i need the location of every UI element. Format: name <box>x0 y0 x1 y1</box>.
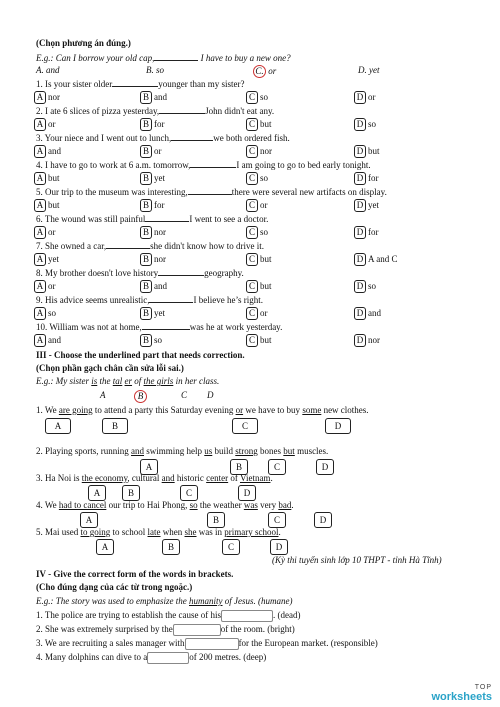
s4-q3-input[interactable] <box>185 638 239 650</box>
option-letter-box[interactable]: A <box>34 253 46 266</box>
section4-title: IV - Give the correct form of the words in brackets. <box>36 569 234 579</box>
section3-title: III - Choose the underlined part that needs correction. <box>36 350 245 360</box>
question-tail: I believe he’s right. <box>193 295 263 305</box>
s4-item-2: 2. She was extremely surprised by the of the room. (bright) <box>36 624 295 635</box>
q9-option-b[interactable] <box>140 307 165 320</box>
ex-letter-c: C <box>181 390 188 400</box>
question-tail: younger than my sister? <box>158 79 245 89</box>
s3-q2-option-a[interactable]: A <box>140 459 158 475</box>
s3-q4-option-c[interactable]: C <box>268 512 286 528</box>
s3-q5-option-c[interactable]: C <box>222 539 240 555</box>
option-text: nor <box>154 254 166 264</box>
q4-option-a[interactable] <box>34 172 60 185</box>
q2-option-c[interactable] <box>246 118 272 131</box>
example-answer-circle: C. <box>253 65 266 78</box>
question-stem: Is your sister older <box>45 79 113 89</box>
q6-option-b[interactable] <box>140 226 166 239</box>
question-blank <box>190 159 236 168</box>
s4-q2-input[interactable] <box>173 624 221 636</box>
option-letter-box[interactable]: C <box>246 199 258 212</box>
q7-option-c[interactable] <box>246 253 272 266</box>
question-tail: she didn't know how to drive it. <box>150 241 264 251</box>
q7-option-d[interactable] <box>354 253 398 266</box>
option-letter-box[interactable]: C <box>246 172 258 185</box>
q9-option-d[interactable] <box>354 307 381 320</box>
question-number: 1. <box>36 79 43 89</box>
question-stem: William was not at home, <box>49 322 142 332</box>
example-blank <box>154 52 198 61</box>
s3-q1-option-b[interactable]: B <box>102 418 128 434</box>
option-letter-box[interactable]: A <box>34 118 46 131</box>
section3-subtitle: (Chọn phần gạch chân cần sửa lỗi sai.) <box>36 363 184 373</box>
s4-item-3: 3. We are recruiting a sales manager with for the European market. (responsible) <box>36 638 378 649</box>
option-letter-box[interactable]: C <box>246 280 258 293</box>
q6-option-c[interactable] <box>246 226 268 239</box>
option-letter-box[interactable]: C <box>246 307 258 320</box>
option-letter-box[interactable]: B <box>140 199 152 212</box>
option-text: for <box>154 119 165 129</box>
option-text: or <box>260 200 268 210</box>
example-text: E.g.: Can I borrow your old cap, <box>36 53 155 63</box>
q4-option-b[interactable] <box>140 172 165 185</box>
option-text: so <box>260 227 269 237</box>
option-letter-box[interactable]: B <box>140 91 152 104</box>
s3-source: (Kỳ thi tuyển sinh lớp 10 THPT - tỉnh Hà Tĩnh) <box>272 555 442 565</box>
s3-sentence-5: 5. Mai used to going to school late when she was in primary school. <box>36 527 281 537</box>
option-letter-box[interactable]: B <box>140 307 152 320</box>
s3-q3-option-a[interactable]: A <box>88 485 106 501</box>
option-text: yet <box>368 200 379 210</box>
question-number: 8. <box>36 268 43 278</box>
option-text: and <box>48 335 61 345</box>
option-text: but <box>260 335 272 345</box>
question-number: 9. <box>36 295 43 305</box>
q10-option-c[interactable] <box>246 334 272 347</box>
s3-q5-option-b[interactable]: B <box>162 539 180 555</box>
option-letter-box[interactable]: A <box>34 199 46 212</box>
q1-option-a[interactable] <box>34 91 60 104</box>
option-text: but <box>48 200 60 210</box>
option-text: so <box>48 308 57 318</box>
example-opt-b: B. so <box>146 65 164 75</box>
question-tail: geography. <box>204 268 244 278</box>
option-text: nor <box>154 227 166 237</box>
option-letter-box[interactable]: B <box>140 172 152 185</box>
q1-option-b[interactable] <box>140 91 167 104</box>
s3-q4-option-d[interactable]: D <box>314 512 332 528</box>
s3-q3-option-b[interactable]: B <box>122 485 140 501</box>
q10-option-d[interactable] <box>354 334 380 347</box>
question-7 <box>36 240 264 252</box>
option-letter-box[interactable]: B <box>140 118 152 131</box>
s3-q1-option-a[interactable]: A <box>45 418 71 434</box>
question-blank <box>158 267 204 276</box>
option-letter-box[interactable]: D <box>354 91 366 104</box>
option-text: or <box>154 146 162 156</box>
question-1 <box>36 78 244 90</box>
question-number: 2. <box>36 106 43 116</box>
option-letter-box[interactable]: B <box>140 226 152 239</box>
option-letter-box[interactable]: B <box>140 280 152 293</box>
s3-sentence-3: 3. Ha Noi is the economy, cultural and historic center of Vietnam. <box>36 473 273 483</box>
option-letter-box[interactable]: D <box>354 253 366 266</box>
q4-option-d[interactable] <box>354 172 379 185</box>
option-letter-box[interactable]: C <box>246 253 258 266</box>
option-letter-box[interactable]: A <box>34 280 46 293</box>
option-text: or <box>368 92 376 102</box>
option-text: yet <box>154 173 165 183</box>
question-stem: She owned a car, <box>45 241 107 251</box>
header-line: (Chọn phương án đúng.) <box>36 38 131 48</box>
s3-q1-option-c[interactable]: C <box>232 418 258 434</box>
topworksheets-logo: TOP worksheets <box>431 684 492 703</box>
q8-option-d[interactable] <box>354 280 376 293</box>
question-stem: I ate 6 slices of pizza yesterday, <box>45 106 160 116</box>
example-opt-d: D. yet <box>358 65 380 75</box>
q10-option-b[interactable] <box>140 334 162 347</box>
question-4 <box>36 159 371 171</box>
question-2 <box>36 105 274 117</box>
q7-option-b[interactable] <box>140 253 166 266</box>
example-opt-c: C. or <box>253 65 276 78</box>
option-text: or <box>48 281 56 291</box>
option-text: for <box>368 227 379 237</box>
question-number: 5. <box>36 187 43 197</box>
question-stem: The wound was still painful <box>44 214 146 224</box>
option-letter-box[interactable]: A <box>34 172 46 185</box>
option-letter-box[interactable]: A <box>34 145 46 158</box>
s3-q2-option-c[interactable]: C <box>268 459 286 475</box>
option-text: but <box>260 254 272 264</box>
option-text: but <box>48 173 60 183</box>
question-number: 7. <box>36 241 43 251</box>
option-letter-box[interactable]: A <box>34 334 46 347</box>
option-letter-box[interactable]: C <box>246 118 258 131</box>
question-blank <box>145 213 189 222</box>
question-blank <box>188 186 232 195</box>
question-tail: I went to see a doctor. <box>189 214 269 224</box>
question-number: 4. <box>36 160 43 170</box>
question-blank <box>149 294 193 303</box>
option-text: for <box>154 200 165 210</box>
question-stem: Your niece and I went out to lunch, <box>44 133 172 143</box>
question-blank <box>159 105 205 114</box>
question-tail: John didn't eat any. <box>205 106 275 116</box>
q5-option-b[interactable] <box>140 199 165 212</box>
question-number: 6. <box>36 214 43 224</box>
s3-q5-option-d[interactable]: D <box>270 539 288 555</box>
option-text: so <box>154 335 163 345</box>
s4-item-4: 4. Many dolphins can dive to a of 200 metres. (deep) <box>36 652 267 663</box>
section3-example: E.g.: My sister is the tal er of the girls in her class. <box>36 376 220 386</box>
option-letter-box[interactable]: A <box>34 91 46 104</box>
option-text: nor <box>48 92 60 102</box>
q2-option-a[interactable] <box>34 118 56 131</box>
q5-option-c[interactable] <box>246 199 268 212</box>
option-letter-box[interactable]: D <box>354 118 366 131</box>
q2-option-b[interactable] <box>140 118 165 131</box>
option-letter-box[interactable]: A <box>34 307 46 320</box>
question-tail: we both ordered fish. <box>213 133 290 143</box>
option-text: so <box>260 173 269 183</box>
s3-sentence-2: 2. Playing sports, running and swimming help us build strong bones but muscles. <box>36 446 329 456</box>
s3-q3-option-d[interactable]: D <box>238 485 256 501</box>
q1-option-c[interactable] <box>246 91 268 104</box>
option-text: or <box>48 227 56 237</box>
example-line <box>36 52 291 64</box>
q4-option-c[interactable] <box>246 172 268 185</box>
option-text: A and C <box>368 254 398 264</box>
q6-option-a[interactable] <box>34 226 56 239</box>
question-stem: His advice seems unrealistic, <box>45 295 150 305</box>
q9-option-a[interactable] <box>34 307 56 320</box>
q3-option-c[interactable] <box>246 145 272 158</box>
example-opt-a: A. and <box>36 65 60 75</box>
section4-example: E.g.: The story was used to emphasize the humanity of Jesus. (humane) <box>36 596 293 606</box>
ex-letter-b: B <box>134 390 147 403</box>
q2-option-d[interactable] <box>354 118 376 131</box>
question-9 <box>36 294 263 306</box>
q8-option-b[interactable] <box>140 280 167 293</box>
question-stem: I have to go to work at 6 a.m. tomorrow, <box>45 160 191 170</box>
option-text: or <box>48 119 56 129</box>
option-text: nor <box>260 146 272 156</box>
q7-option-a[interactable] <box>34 253 59 266</box>
option-letter-box[interactable]: C <box>246 334 258 347</box>
question-10 <box>36 321 282 333</box>
question-tail: there were several new artifacts on display. <box>231 187 387 197</box>
option-letter-box[interactable]: D <box>354 199 366 212</box>
option-text: yet <box>48 254 59 264</box>
option-text: yet <box>154 308 165 318</box>
option-letter-box[interactable]: D <box>354 334 366 347</box>
question-stem: Our trip to the museum was interesting, <box>45 187 188 197</box>
option-letter-box[interactable]: D <box>354 280 366 293</box>
q3-option-b[interactable] <box>140 145 162 158</box>
option-letter-box[interactable]: C <box>246 226 258 239</box>
example-rest: I have to buy a new one? <box>200 53 291 63</box>
question-number: 10. <box>36 322 48 332</box>
s3-q2-option-b[interactable]: B <box>230 459 248 475</box>
ex-letter-d: D <box>207 390 214 400</box>
question-blank <box>171 132 213 141</box>
q3-option-d[interactable] <box>354 145 380 158</box>
option-text: and <box>368 308 381 318</box>
s3-q1-option-d[interactable]: D <box>325 418 351 434</box>
q9-option-c[interactable] <box>246 307 268 320</box>
s3-q4-option-a[interactable]: A <box>80 512 98 528</box>
option-letter-box[interactable]: D <box>354 172 366 185</box>
option-text: nor <box>368 335 380 345</box>
option-letter-box[interactable]: B <box>140 145 152 158</box>
question-tail: was he at work yesterday. <box>189 322 283 332</box>
option-text: and <box>48 146 61 156</box>
question-stem: My brother doesn't love history <box>45 268 159 278</box>
option-letter-box[interactable]: C <box>246 145 258 158</box>
option-text: or <box>260 308 268 318</box>
s4-q1-input[interactable] <box>221 610 273 622</box>
question-blank <box>142 321 190 330</box>
q6-option-d[interactable] <box>354 226 379 239</box>
q3-option-a[interactable] <box>34 145 61 158</box>
question-blank <box>106 240 150 249</box>
option-text: but <box>260 119 272 129</box>
option-text: but <box>260 281 272 291</box>
s4-q4-input[interactable] <box>147 652 189 664</box>
question-3 <box>36 132 290 144</box>
option-text: for <box>368 173 379 183</box>
option-letter-box[interactable]: C <box>246 91 258 104</box>
s3-q4-option-b[interactable]: B <box>207 512 225 528</box>
option-text: and <box>154 281 167 291</box>
option-text: so <box>368 119 377 129</box>
question-blank <box>112 78 158 87</box>
s3-sentence-1: 1. We are going to attend a party this Saturday evening or we have to buy some new clothes. <box>36 405 369 415</box>
question-number: 3. <box>36 133 43 143</box>
section4-subtitle: (Cho đúng dạng của các từ trong ngoặc.) <box>36 582 193 592</box>
question-5 <box>36 186 387 198</box>
option-text: and <box>154 92 167 102</box>
q10-option-a[interactable] <box>34 334 61 347</box>
s3-q3-option-c[interactable]: C <box>180 485 198 501</box>
q1-option-d[interactable] <box>354 91 376 104</box>
option-letter-box[interactable]: B <box>140 334 152 347</box>
s3-sentence-4: 4. We had to cancel our trip to Hai Phong, so the weather was very bad. <box>36 500 294 510</box>
q5-option-a[interactable] <box>34 199 60 212</box>
q8-option-c[interactable] <box>246 280 272 293</box>
ex-letter-a: A <box>100 390 106 400</box>
option-text: but <box>368 146 380 156</box>
s3-q5-option-a[interactable]: A <box>96 539 114 555</box>
option-text: so <box>368 281 377 291</box>
option-letter-box[interactable]: D <box>354 226 366 239</box>
s3-q2-option-d[interactable]: D <box>316 459 334 475</box>
question-6 <box>36 213 268 225</box>
option-letter-box[interactable]: A <box>34 226 46 239</box>
question-8 <box>36 267 244 279</box>
s4-item-1: 1. The police are trying to establish the cause of his . (dead) <box>36 610 301 621</box>
option-letter-box[interactable]: B <box>140 253 152 266</box>
option-letter-box[interactable]: D <box>354 145 366 158</box>
q5-option-d[interactable] <box>354 199 379 212</box>
option-text: so <box>260 92 269 102</box>
question-tail: I am going to go to bed early tonight. <box>236 160 371 170</box>
option-letter-box[interactable]: D <box>354 307 366 320</box>
q8-option-a[interactable] <box>34 280 56 293</box>
